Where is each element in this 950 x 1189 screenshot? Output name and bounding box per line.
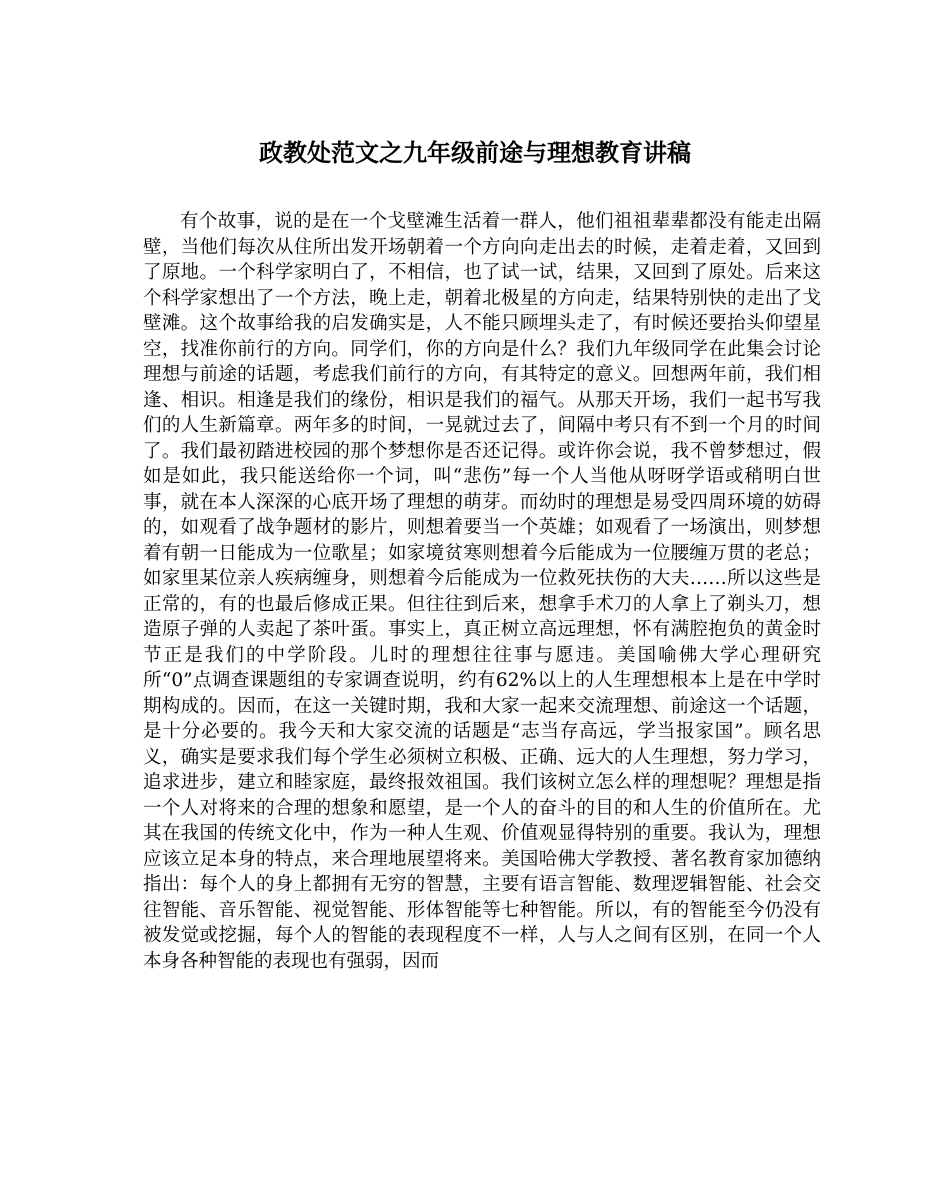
document-body-paragraph: 有个故事，说的是在一个戈壁滩生活着一群人，他们祖祖辈辈都没有能走出隔壁，当他们每次从住所出发开场朝着一个方向向走出去的时候，走着走着，又回到了原地。一个科学家明白了，不相信，也了试一试，结果，又回到了原处。后来这个科学家想出了一个方法，晚上走，朝着北极星的方向走，结果特别快的走出了戈壁滩。这个故事给我的启发确实是，人不能只顾埋头走了，有时候还要抬头仰望星空，找准你前行的方向。同学们，你的方向是什么？我们九年级同学在此集会讨论理想与前途的话题，考虑我们前行的方向，有其特定的意义。回想两年前，我们相逢、相识。相逢是我们的缘份，相识是我们的福气。从那天开场，我们一起书写我们的人生新篇章。两年多的时间，一晃就过去了，间隔中考只有不到一个月的时间了。我们最初踏进校园的那个梦想你是否还记得。或许你会说，我不曾梦想过，假如是如此，我只能送给你一个词，叫“悲伤”每一个人当他从呀呀学语或稍明白世事，就在本人深深的心底开场了理想的萌芽。而幼时的理想是易受四周环境的妨碍的，如观看了战争题材的影片，则想着要当一个英雄；如观看了一场演出，则梦想着有朝一日能成为一位歌星；如家境贫寒则想着今后能成为一位腰缠万贯的老总；如家里某位亲人疾病缠身，则想着今后能成为一位救死扶伤的大夫……所以这些是正常的，有的也最后修成正果。但往往到后来，想拿手术刀的人拿上了剃头刀，想造原子弹的人卖起了茶叶蛋。事实上，真正树立高远理想，怀有满腔抱负的黄金时节正是我们的中学阶段。儿时的理想往往事与愿违。美国喻佛大学心理研究所“0”点调查课题组的专家调查说明，约有62%以上的人生理想根本上是在中学时期构成的。因而，在这一关键时期，我和大家一起来交流理想、前途这一个话题，是十分必要的。我今天和大家交流的话题是“志当存高远，学当报家国”。顾名思义，确实是要求我们每个学生必须树立积极、正确、远大的人生理想，努力学习，追求进步，建立和睦家庭，最终报效祖国。我们该树立怎么样的理想呢？理想是指一个人对将来的合理的想象和愿望，是一个人的奋斗的目的和人生的价值所在。尤其在我国的传统文化中，作为一种人生观、价值观显得特别的重要。我认为，理想应该立足本身的特点，来合理地展望将来。美国哈佛大学教授、著名教育家加德纳指出：每个人的身上都拥有无穷的智慧，主要有语言智能、数理逻辑智能、社会交往智能、音乐智能、视觉智能、形体智能等七种智能。所以，有的智能至今仍没有被发觉或挖掘，每个人的智能的表现程度不一样，人与人之间有区别，在同一个人本身各种智能的表现也有强弱，因而	[143, 211, 821, 972]
document-title: 政教处范文之九年级前途与理想教育讲稿	[259, 138, 691, 167]
